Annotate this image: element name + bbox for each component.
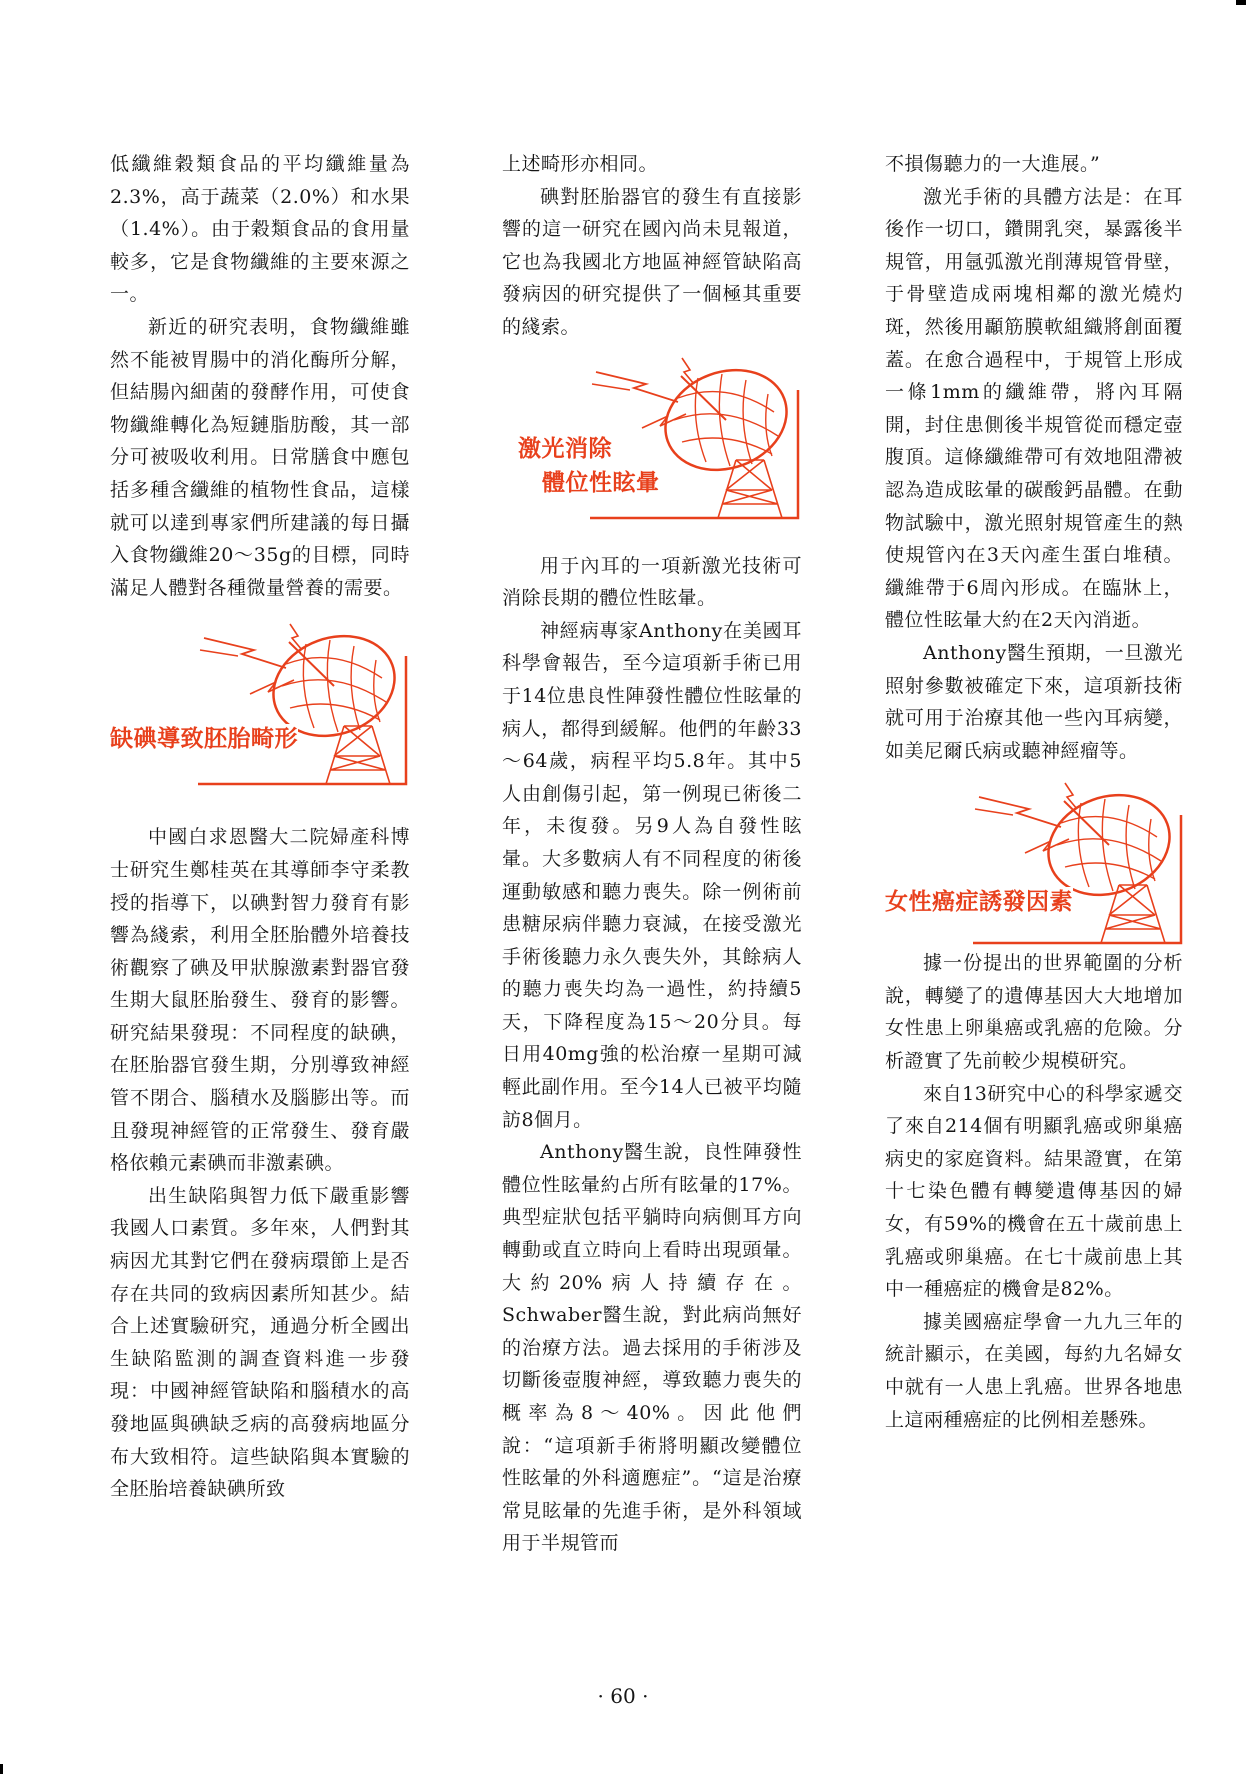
antenna-icon xyxy=(110,616,410,786)
section-heading-iodine xyxy=(110,616,410,781)
paragraph: 用于內耳的一項新激光技術可消除長期的體位性眩暈。 xyxy=(502,554,802,610)
scan-edge-mark xyxy=(0,1764,3,1774)
paragraph: 不損傷聽力的一大進展。” xyxy=(885,153,1101,175)
paragraph: Anthony醫生預期，一旦激光照射參數被確定下來，這項新技術就可用于治療其他一些內耳病變，如美尼爾氏病或聽神經瘤等。 xyxy=(885,641,1183,762)
section-heading-laser xyxy=(502,354,802,514)
page-number: · 60 · xyxy=(597,1684,649,1708)
column-2 xyxy=(502,148,802,1560)
paragraph: 據一份提出的世界範圍的分析說，轉變了的遺傳基因大大地增加女性患上卵巢癌或乳癌的危險。分析證實了先前較少規模研究。 xyxy=(885,952,1183,1073)
heading-text-line-2: 體位性眩暈 xyxy=(542,469,660,496)
heading-text: 女性癌症誘發因素 xyxy=(885,889,1073,916)
antenna-icon xyxy=(885,779,1185,949)
paragraph: 來自13研究中心的科學家遞交了來自214個有明顯乳癌或卵巢癌病史的家庭資料。結果證實，在第十七染色體有轉變遺傳基因的婦女，有59%的機會在五十歲前患上乳癌或卵巢癌。在七十歲前患上其中一種癌症的機會是82%。 xyxy=(885,1082,1183,1301)
scan-edge-mark xyxy=(1236,0,1246,5)
paragraph: 新近的研究表明，食物纖維雖然不能被胃腸中的消化酶所分解，但結腸內細菌的發酵作用，可使食物纖維轉化為短鏈脂肪酸，其一部分可被吸收利用。日常膳食中應包括多種含纖維的植物性食品，這樣就可以達到專家們所建議的每日攝入食物纖維20～35g的目標，同時滿足人體對各種微量營養的需要。 xyxy=(110,315,410,599)
paragraph: 上述畸形亦相同。 xyxy=(502,153,659,175)
paragraph: 中國白求恩醫大二院婦產科博士研究生鄭桂英在其導師李守柔教授的指導下，以碘對智力發育有影響為綫索，利用全胚胎體外培養技術觀察了碘及甲狀腺激素對器官發生期大鼠胚胎發生、發育的影響。研究結果發現：不同程度的缺碘，在胚胎器官發生期，分別導致神經管不閉合、腦積水及腦膨出等。而且發現神經管的正常發生、發育嚴格依賴元素碘而非激素碘。 xyxy=(110,826,410,1175)
heading-text-line-1: 激光消除 xyxy=(518,435,612,462)
paragraph: 激光手術的具體方法是：在耳後作一切口，鑽開乳突，暴露後半規管，用氬弧激光削薄規管骨壁，于骨壁造成兩塊相鄰的激光燒灼斑，然後用顳筋膜軟組織將創面覆蓋。在愈合過程中，于規管上形成一條1mm的纖維帶，將內耳隔開，封住患側後半規管從而穩定壺腹頂。這條纖維帶可有效地阻滯被認為造成眩暈的碳酸鈣晶體。在動物試驗中，激光照射規管產生的熱使規管內在3天內產生蛋白堆積。纖維帶于6周內形成。在臨牀上，體位性眩暈大約在2天內消逝。 xyxy=(885,185,1183,632)
column-1 xyxy=(110,148,410,1506)
paragraph: 出生缺陷與智力低下嚴重影響我國人口素質。多年來，人們對其病因尤其對它們在發病環節上是否存在共同的致病因素所知甚少。結合上述實驗研究，通過分析全國出生缺陷監測的調查資料進一步發現：中國神經管缺陷和腦積水的高發地區與碘缺乏病的高發病地區分布大致相符。這些缺陷與本實驗的全胚胎培養缺碘所致 xyxy=(110,1184,410,1501)
heading-text: 缺碘導致胚胎畸形 xyxy=(110,726,298,753)
section-heading-cancer xyxy=(885,779,1185,939)
paragraph: 碘對胚胎器官的發生有直接影響的這一研究在國內尚未見報道，它也為我國北方地區神經管缺陷高發病因的研究提供了一個極其重要的綫索。 xyxy=(502,185,802,338)
column-3 xyxy=(885,148,1183,1436)
paragraph: 神經病專家Anthony在美國耳科學會報告，至今這項新手術已用于14位患良性陣發性體位性眩暈的病人，都得到緩解。他們的年齡33～64歲，病程平均5.8年。其中5人由創傷引起，第一例現已術後二年，未復發。另9人為自發性眩暈。大多數病人有不同程度的術後運動敏感和聽力喪失。除一例術前患糖尿病伴聽力衰減，在接受激光手術後聽力永久喪失外，其餘病人的聽力喪失均為一過性，約持續5天，下降程度為15～20分貝。每日用40mg強的松治療一星期可減輕此副作用。至今14人已被平均隨訪8個月。 xyxy=(502,619,802,1131)
paragraph: Anthony醫生說，良性陣發性體位性眩暈約占所有眩暈的17%。典型症狀包括平躺時向病側耳方向轉動或直立時向上看時出現頭暈。大約20%病人持續存在。Schwaber醫生說，對此病尚無好的治療方法。過去採用的手術涉及切斷後壺腹神經，導致聽力喪失的概率為8～40%。因此他們說：“這項新手術將明顯改變體位性眩暈的外科適應症”。“這是治療常見眩暈的先進手術，是外科領域用于半規管而 xyxy=(502,1141,802,1555)
paragraph: 據美國癌症學會一九九三年的統計顯示，在美國，每約九名婦女中就有一人患上乳癌。世界各地患上這兩種癌症的比例相差懸殊。 xyxy=(885,1310,1183,1431)
paragraph: 低纖維穀類食品的平均纖維量為2.3%，高于蔬菜（2.0%）和水果（1.4%）。由于穀類食品的食用量較多，它是食物纖維的主要來源之一。 xyxy=(110,153,410,306)
